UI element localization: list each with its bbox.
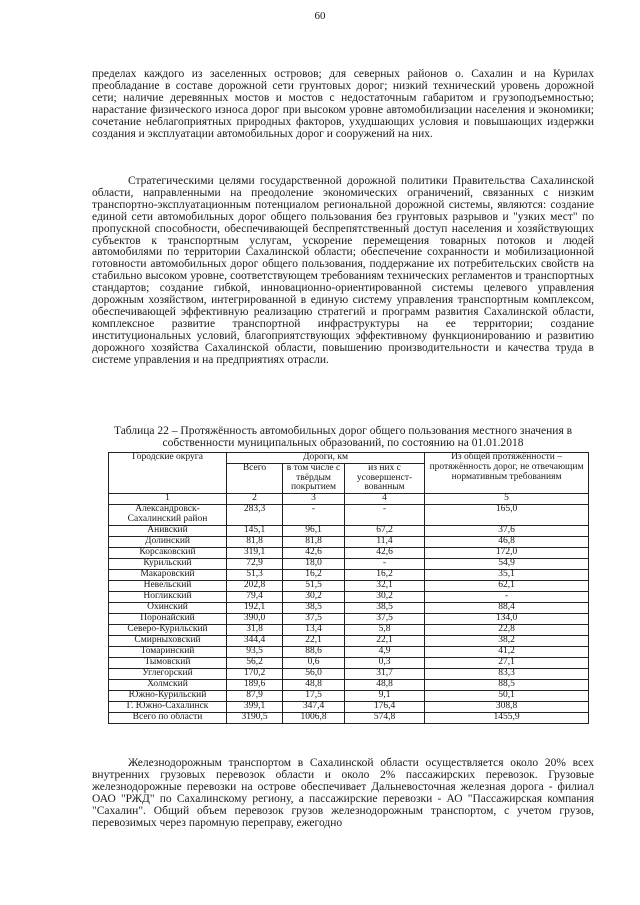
column-number: 1 (109, 494, 227, 505)
table-row (109, 690, 589, 701)
cell-district: Корсаковский (109, 547, 227, 558)
cell-improved: 176,4 (345, 701, 425, 712)
cell-hard: 81,8 (283, 536, 345, 547)
cell-district: Всего по области (109, 712, 227, 723)
table-row (109, 635, 589, 646)
table-row (109, 646, 589, 657)
cell-total: 192,1 (227, 602, 283, 613)
table-row (109, 569, 589, 580)
cell-total: 170,2 (227, 668, 283, 679)
table-row (109, 657, 589, 668)
cell-improved: 30,2 (345, 591, 425, 602)
table-row (109, 668, 589, 679)
cell-hard: 0,6 (283, 657, 345, 668)
cell-total: 51,3 (227, 569, 283, 580)
cell-improved: 37,5 (345, 613, 425, 624)
cell-noncompliant: 37,6 (425, 525, 589, 536)
cell-hard: 51,5 (283, 580, 345, 591)
cell-improved: 42,6 (345, 547, 425, 558)
cell-hard: 16,2 (283, 569, 345, 580)
table-row (109, 701, 589, 712)
cell-hard: 56,0 (283, 668, 345, 679)
cell-total: 189,6 (227, 679, 283, 690)
cell-hard: 42,6 (283, 547, 345, 558)
paragraph-2: Стратегическими целями государственной дорожной политики Правительства Сахалинской области, направленными на преодоление экономических ограничений, связанных с низким транспортно-эксплуатационным потенциалом региональной дорожной системы, являются: создание единой сети автомобильных дорог общего пользования без грунтовых разрывов и "узких мест" по пропускной способности, обеспечивающей беспрепятственный доступ населения и хозяйствующих субъектов к транспортным услугам, ускорение перемещения товарных потоков и людей автомобилями по территории Сахалинской области; обеспечение сохранности и мобилизационной готовности автомобильных дорог общего пользования, поддержание их потребительских свойств на стабильно высоком уровне, соответствующем требованиям технических регламентов и транспортных стандартов; создание гибкой, инновационно-ориентированной системы целевого управления дорожным хозяйством, интегрированной в единую систему управления транспортным комплексом, обеспечивающей эффективную реализацию стратегий и программ развития Сахалинской области, комплексное развитие транспортной инфраструктуры на ее территории; создание институциональных условий, благоприятствующих эффективному функционированию и развитию дорожного хозяйства Сахалинской области, повышению производительности и качества труда в системе управления и на предприятиях отрасли. (92, 175, 594, 366)
cell-total: 390,0 (227, 613, 283, 624)
cell-improved: 0,3 (345, 657, 425, 668)
cell-district: Углегорский (109, 668, 227, 679)
cell-district: Г. Южно-Сахалинск (109, 701, 227, 712)
cell-noncompliant: 62,1 (425, 580, 589, 591)
cell-improved: 5,8 (345, 624, 425, 635)
cell-district: Тымовский (109, 657, 227, 668)
cell-noncompliant: 41,2 (425, 646, 589, 657)
cell-improved: 67,2 (345, 525, 425, 536)
cell-noncompliant: 22,8 (425, 624, 589, 635)
cell-total: 87,9 (227, 690, 283, 701)
cell-total: 319,1 (227, 547, 283, 558)
cell-district: Смирныховский (109, 635, 227, 646)
cell-total: 202,8 (227, 580, 283, 591)
header-noncompliant: Из общей протяжённости – протяжённость дорог, не отвечающим нормативным требованиям (425, 453, 589, 494)
cell-district: Южно-Курильский (109, 690, 227, 701)
cell-noncompliant: - (425, 591, 589, 602)
cell-improved: 11,4 (345, 536, 425, 547)
cell-hard: 96,1 (283, 525, 345, 536)
cell-improved: 22,1 (345, 635, 425, 646)
cell-district: Ногликский (109, 591, 227, 602)
paragraph-3: Железнодорожным транспортом в Сахалинской области осуществляется около 20% всех внутренних грузовых перевозок области и около 2% пассажирских перевозок. Грузовые железнодорожные перевозки на острове обеспечивает Дальневосточная железная дорога - филиал ОАО "РЖД" по Сахалинскому региону, а пассажирские перевозки - АО "Пассажирская компания "Сахалин". Общий объем перевозок грузов железнодорожным транспортом, с учетом грузов, перевозимых через паромную переправу, ежегодно (92, 757, 594, 829)
cell-hard: 22,1 (283, 635, 345, 646)
cell-total: 283,3 (227, 505, 283, 526)
cell-improved: 38,5 (345, 602, 425, 613)
cell-improved: 31,7 (345, 668, 425, 679)
cell-noncompliant: 165,0 (425, 505, 589, 526)
table-row (109, 505, 589, 526)
cell-noncompliant: 88,4 (425, 602, 589, 613)
header-roads: Дороги, км (227, 453, 425, 464)
header-improved: из них с усовершенст-вованным (345, 463, 425, 493)
cell-total: 31,8 (227, 624, 283, 635)
header-district: Городские округа (109, 453, 227, 494)
cell-noncompliant: 308,8 (425, 701, 589, 712)
cell-district: Томаринский (109, 646, 227, 657)
cell-noncompliant: 88,5 (425, 679, 589, 690)
cell-noncompliant: 134,0 (425, 613, 589, 624)
cell-district: Долинский (109, 536, 227, 547)
cell-hard: 30,2 (283, 591, 345, 602)
cell-total: 145,1 (227, 525, 283, 536)
cell-hard: - (283, 505, 345, 526)
cell-district: Холмский (109, 679, 227, 690)
table-row (109, 613, 589, 624)
header-hard: в том числе с твёрдым покрытием (283, 463, 345, 493)
cell-improved: 48,8 (345, 679, 425, 690)
cell-total: 56,2 (227, 657, 283, 668)
cell-total: 3190,5 (227, 712, 283, 723)
cell-noncompliant: 1455,9 (425, 712, 589, 723)
table-body (109, 505, 589, 724)
cell-noncompliant: 46,8 (425, 536, 589, 547)
cell-total: 344,4 (227, 635, 283, 646)
cell-noncompliant: 50,1 (425, 690, 589, 701)
cell-hard: 17,5 (283, 690, 345, 701)
cell-district: Макаровский (109, 569, 227, 580)
cell-district: Невельский (109, 580, 227, 591)
table-row (109, 591, 589, 602)
cell-total: 81,8 (227, 536, 283, 547)
cell-improved: 9,1 (345, 690, 425, 701)
table-row (109, 679, 589, 690)
cell-hard: 347,4 (283, 701, 345, 712)
table-row (109, 547, 589, 558)
cell-noncompliant: 27,1 (425, 657, 589, 668)
cell-district: Северо-Курильский (109, 624, 227, 635)
column-number: 5 (425, 494, 589, 505)
cell-improved: - (345, 558, 425, 569)
cell-improved: - (345, 505, 425, 526)
cell-improved: 4,9 (345, 646, 425, 657)
table-row (109, 536, 589, 547)
cell-improved: 16,2 (345, 569, 425, 580)
paragraph-1: пределах каждого из заселенных островов; для северных районов о. Сахалин и на Курилах преобладание в составе дорожной сети грунтовых дорог; низкий технический уровень дорожной сети; наличие деревянных мостов и мостов с недостаточным габаритом и грузоподъемностью; нарастание физического износа дорог при высоком уровне автомобилизации населения и экономики; сочетание неблагоприятных природных факторов, ухудшающих условия и повышающих издержки создания и эксплуатации автомобильных дорог и сооружений на них. (92, 68, 594, 140)
cell-total: 79,4 (227, 591, 283, 602)
cell-hard: 1006,8 (283, 712, 345, 723)
cell-hard: 37,5 (283, 613, 345, 624)
cell-noncompliant: 54,9 (425, 558, 589, 569)
cell-total: 72,9 (227, 558, 283, 569)
cell-district: Александровск-Сахалинский район (109, 505, 227, 526)
cell-district: Охинский (109, 602, 227, 613)
cell-district: Курильский (109, 558, 227, 569)
cell-improved: 574,8 (345, 712, 425, 723)
table-row (109, 558, 589, 569)
cell-total: 399,1 (227, 701, 283, 712)
table-row (109, 624, 589, 635)
cell-hard: 38,5 (283, 602, 345, 613)
table-row (109, 602, 589, 613)
cell-hard: 13,4 (283, 624, 345, 635)
header-total: Всего (227, 463, 283, 493)
page-number: 60 (314, 10, 326, 22)
cell-hard: 18,0 (283, 558, 345, 569)
cell-hard: 48,8 (283, 679, 345, 690)
column-number: 4 (345, 494, 425, 505)
road-length-table (108, 452, 589, 724)
cell-hard: 88,6 (283, 646, 345, 657)
column-number: 2 (227, 494, 283, 505)
cell-noncompliant: 83,3 (425, 668, 589, 679)
table-row (109, 525, 589, 536)
table-caption: Таблица 22 – Протяжённость автомобильных дорог общего пользования местного значения в собственности муниципальных образований, по состоянию на 01.01.2018 (113, 425, 573, 449)
cell-noncompliant: 38,2 (425, 635, 589, 646)
table-row (109, 580, 589, 591)
cell-improved: 32,1 (345, 580, 425, 591)
cell-total: 93,5 (227, 646, 283, 657)
table-row (109, 712, 589, 723)
column-number: 3 (283, 494, 345, 505)
cell-noncompliant: 172,0 (425, 547, 589, 558)
cell-district: Поронайский (109, 613, 227, 624)
cell-noncompliant: 35,1 (425, 569, 589, 580)
cell-district: Анивский (109, 525, 227, 536)
